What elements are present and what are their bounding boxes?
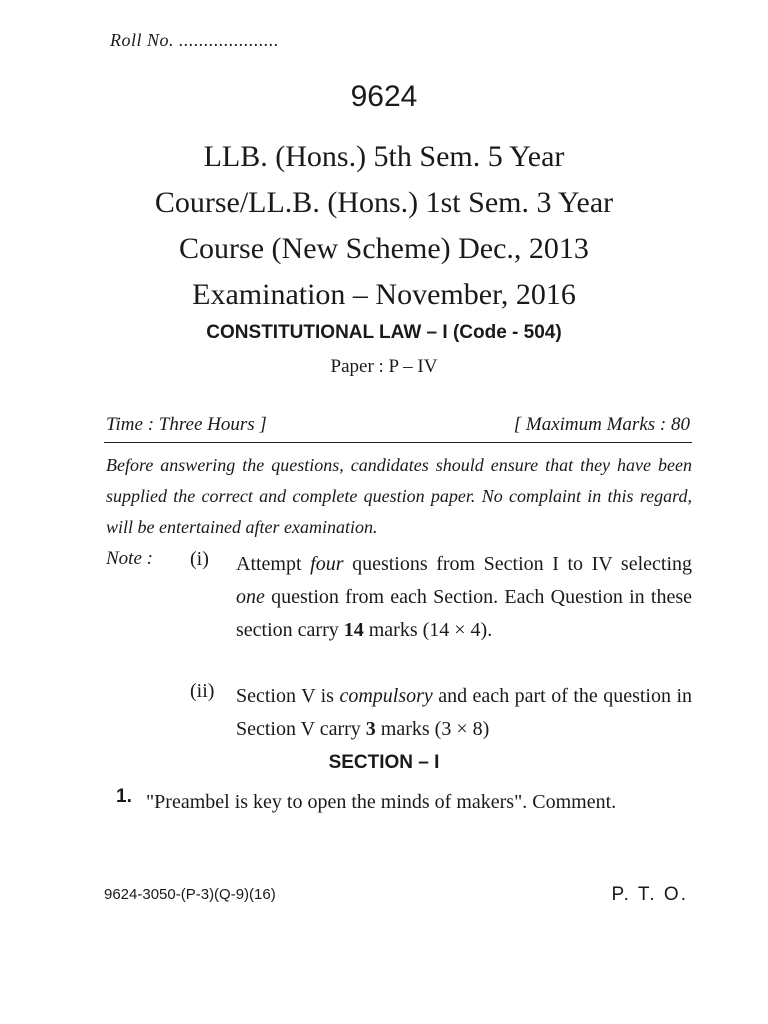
title-line-2: Course/LL.B. (Hons.) 1st Sem. 3 Year bbox=[154, 186, 614, 219]
maximum-marks: [ Maximum Marks : 80 bbox=[513, 414, 690, 435]
question-number: 1. bbox=[116, 786, 132, 807]
subject-heading: CONSTITUTIONAL LAW – I (Code - 504) bbox=[206, 322, 562, 343]
note-item-text: Attempt four questions from Section I to IV selecting one question from each Section. Each Question in these section carry 14 marks (14 × 4). bbox=[236, 553, 693, 641]
paper-label: Paper : P – IV bbox=[330, 356, 438, 377]
instructions-text: Before answering the questions, candidates should ensure that they have been supplied the correct and complete question paper. No complaint in this regard, will be entertained after examination. bbox=[106, 455, 692, 537]
roll-number-field: Roll No. .................... bbox=[110, 30, 280, 50]
question-text: "Preambel is key to open the minds of makers". Comment. bbox=[146, 791, 617, 813]
title-line-4: Examination – November, 2016 bbox=[192, 278, 576, 311]
page-turn-indicator: P. T. O. bbox=[611, 884, 688, 905]
note-item-number: (ii) bbox=[190, 680, 215, 702]
title-line-1: LLB. (Hons.) 5th Sem. 5 Year bbox=[203, 140, 565, 173]
divider bbox=[104, 442, 692, 443]
time-allowed: Time : Three Hours ] bbox=[106, 414, 267, 435]
note-item-text: Section V is compulsory and each part of the question in Section V carry 3 marks (3 × 8) bbox=[236, 685, 692, 740]
section-heading: SECTION – I bbox=[328, 752, 440, 773]
note-label: Note : bbox=[106, 548, 153, 569]
title-line-3: Course (New Scheme) Dec., 2013 bbox=[179, 232, 589, 265]
footer-code: 9624-3050-(P-3)(Q-9)(16) bbox=[104, 886, 276, 903]
note-item-number: (i) bbox=[190, 548, 209, 570]
paper-code: 9624 bbox=[350, 80, 418, 113]
